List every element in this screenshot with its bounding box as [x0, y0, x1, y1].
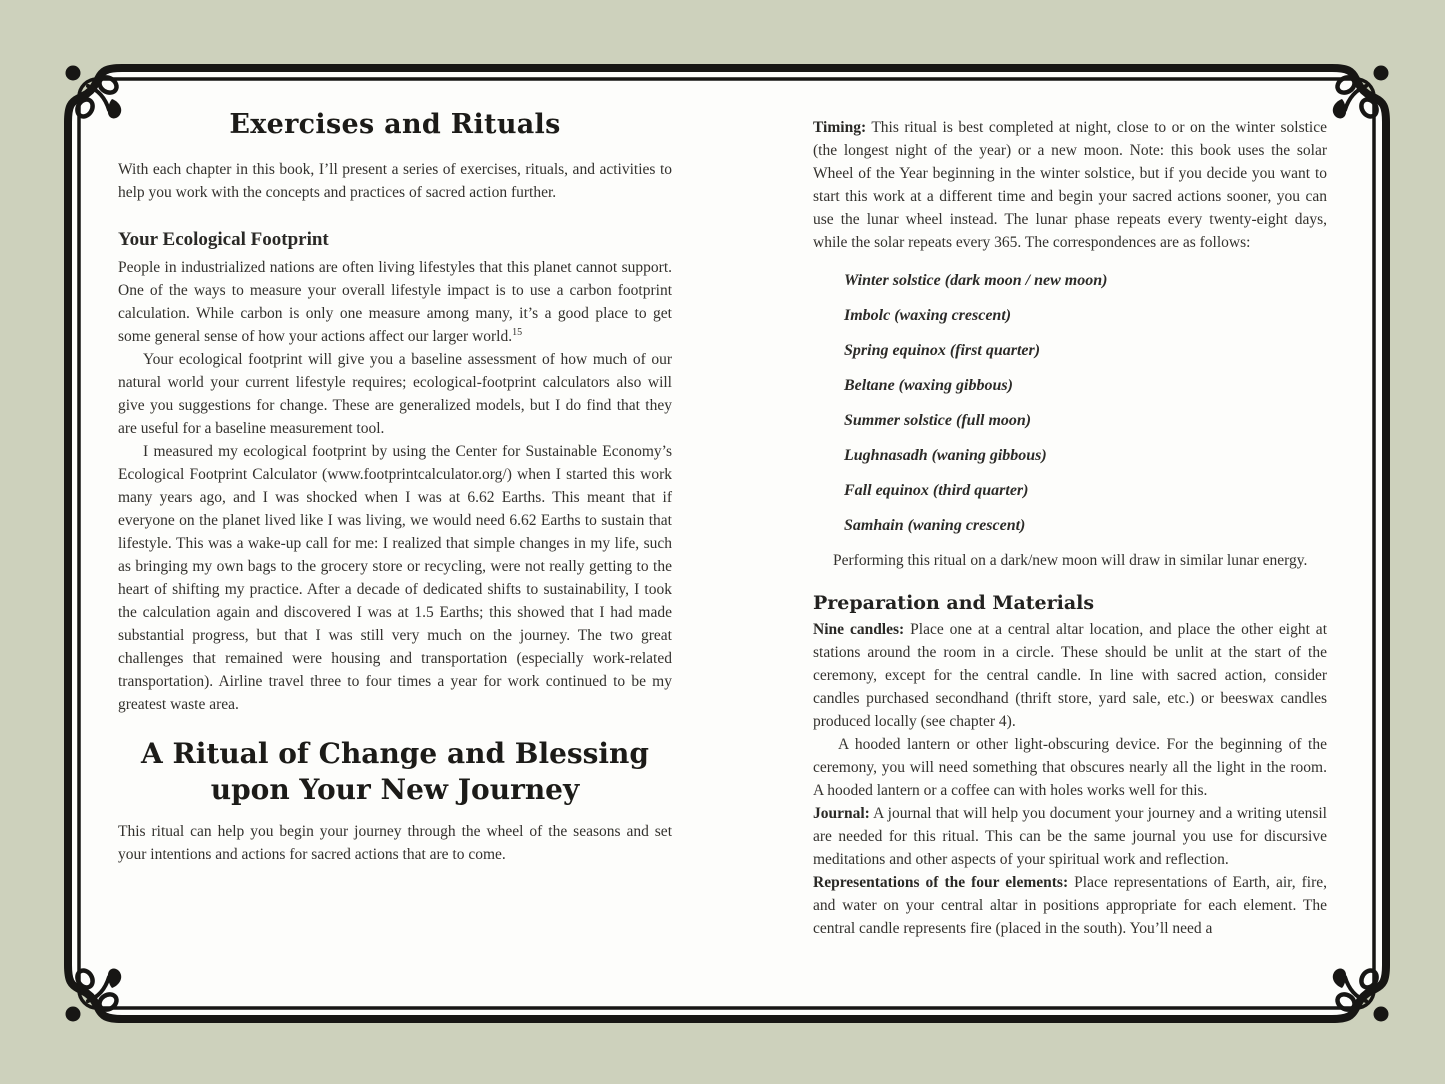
timing-text: This ritual is best completed at night, close to or on the winter solstice (the longest night of the year) or a new moon. Note: this book uses the solar Wheel of the Year beginning in the winter solstice, but if you decide you want to start this work at a different time and begin your sacred actions sooner, you can use the lunar wheel instead. The lunar phase repeats every twenty-eight days, while the solar repeats every 365. The correspondences are as follows:: [813, 119, 1327, 251]
section-heading-preparation: Preparation and Materials: [813, 592, 1095, 614]
material-paragraph-elements: [813, 871, 1327, 940]
ritual-title-line2: upon Your New Journey: [210, 773, 580, 806]
list-item: Summer solstice (full moon): [844, 412, 1032, 429]
list-item: Spring equinox (first quarter): [844, 342, 1041, 359]
material-paragraph-candles: [813, 618, 1327, 733]
four-elements-text: Place representations of Earth, air, fire, and water on your central altar in positions appropriate for each element. The central candle represents fire (placed in the south). You’ll need a: [813, 874, 1327, 937]
moon-note: Performing this ritual on a dark/new moon will draw in similar lunar energy.: [833, 552, 1308, 569]
journal-label: Journal:: [813, 805, 870, 822]
section-heading-ecological-footprint: Your Ecological Footprint: [118, 229, 329, 250]
list-item: Winter solstice (dark moon / new moon): [844, 272, 1108, 289]
list-item: Beltane (waxing gibbous): [844, 377, 1013, 394]
ritual-title: [118, 736, 672, 808]
list-item: Lughnasadh (waning gibbous): [844, 447, 1047, 464]
nine-candles-label: Nine candles:: [813, 621, 905, 638]
ritual-intro-paragraph: This ritual can help you begin your journey through the wheel of the seasons and set your intentions and actions for sacred actions that are to come.: [118, 823, 672, 863]
ritual-title-line1: A Ritual of Change and Blessing: [141, 737, 649, 770]
list-item: Imbolc (waxing crescent): [844, 307, 1012, 324]
four-elements-label: Representations of the four elements:: [813, 874, 1069, 891]
timing-label: Timing:: [813, 119, 867, 136]
material-paragraph-journal: [813, 802, 1327, 871]
body-paragraph: [118, 256, 672, 348]
right-page: [813, 116, 1327, 940]
list-item: Fall equinox (third quarter): [844, 482, 1029, 499]
nine-candles-text: Place one at a central altar location, and place the other eight at stations around the room in a circle. These should be unlit at the start of the ceremony, except for the central candle. In line with sacred action, consider candles purchased secondhand (thrift store, yard sale, etc.) or beeswax candles produced locally (see chapter 4).: [813, 621, 1327, 730]
material-paragraph-lantern: A hooded lantern or other light-obscuring device. For the beginning of the ceremony, you will need something that obscures nearly all the light in the room. A hooded lantern or a coffee can with holes works well for this.: [813, 736, 1327, 799]
chapter-intro-paragraph: With each chapter in this book, I’ll present a series of exercises, rituals, and activities to help you work with the concepts and practices of sacred action further.: [118, 161, 672, 201]
left-page: [118, 106, 672, 866]
correspondence-list: [813, 269, 1327, 537]
journal-text: A journal that will help you document your journey and a writing utensil are needed for this ritual. This can be the same journal you use for discursive meditations and other aspects of your spiritual work and reflection.: [813, 805, 1327, 868]
footnote-marker: 15: [512, 326, 523, 338]
timing-paragraph: [813, 116, 1327, 254]
list-item: Samhain (waning crescent): [844, 517, 1026, 534]
body-paragraph: Your ecological footprint will give you a baseline assessment of how much of our natural world your current lifestyle requires; ecological-footprint calculators also will give you suggestions for change. These are generalized models, but I do find that they are useful for a baseline measurement tool.: [118, 351, 672, 437]
paragraph-text: People in industrialized nations are often living lifestyles that this planet cannot support. One of the ways to measure your overall lifestyle impact is to use a carbon footprint calculation. While carbon is only one measure among many, it’s a good place to get some general sense of how your actions affect our larger world.: [118, 259, 672, 345]
chapter-title: Exercises and Rituals: [229, 109, 561, 140]
body-paragraph: I measured my ecological footprint by using the Center for Sustainable Economy’s Ecological Footprint Calculator (www.footprintcalculator.org/) when I started this work many years ago, and I was shocked when I was at 6.62 Earths. This meant that if everyone on the planet lived like I was living, we would need 6.62 Earths to sustain that lifestyle. This was a wake-up call for me: I realized that simple changes in my life, such as bringing my own bags to the grocery store or recycling, were not really getting to the heart of shifting my practice. After a decade of dedicated shifts to sustainability, I took the calculation again and discovered I was at 1.5 Earths; this showed that I had made substantial progress, but that I was still very much on the journey. The two great challenges that remained were housing and transportation (especially work-related transportation). Airline travel three to four times a year for work continued to be my greatest waste area.: [118, 443, 672, 713]
